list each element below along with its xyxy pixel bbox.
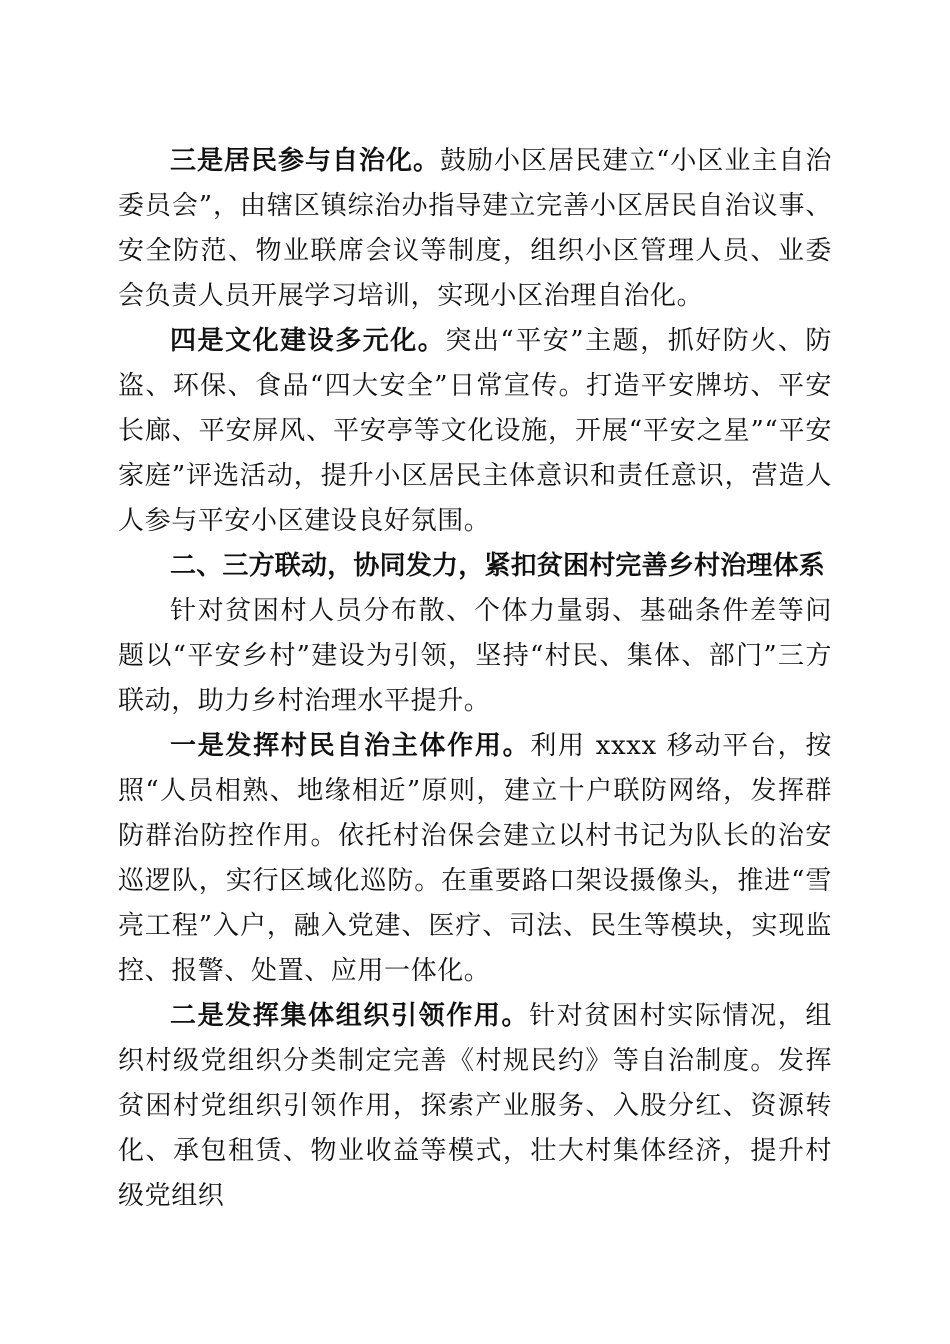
paragraph-villager-autonomy — [118, 724, 832, 994]
paragraph-lead: 三是居民参与自治化。 — [170, 146, 441, 176]
paragraph-residents-self-governance — [118, 139, 832, 319]
section-heading: 二、三方联动，协同发力，紧扣贫困村完善乡村治理体系 — [170, 551, 826, 581]
paragraph-text: 利用 xxxx 移动平台，按照“人员相熟、地缘相近”原则，建立十户联防网络，发挥群防群治防控作用。依托村治保会建立以村书记为队长的治安巡逻队，实行区域化巡防。在重要路口架设摄像头，推进“雪亮工程”入户，融入党建、医疗、司法、民生等模块，实现监控、报警、处置、应用一体化。 — [118, 731, 832, 986]
paragraph-collective-leadership — [118, 994, 832, 1219]
paragraph-text: 突出“平安”主题，抓好防火、防盗、环保、食品“四大安全”日常宣传。打造平安牌坊、平安长廊、平安屏风、平安亭等文化设施，开展“平安之星”“平安家庭”评选活动，提升小区居民主体意识和责任意识，营造人人参与平安小区建设良好氛围。 — [118, 326, 832, 536]
paragraph-intro — [118, 589, 832, 724]
paragraph-cultural-construction — [118, 319, 832, 544]
paragraph-text: 鼓励小区居民建立“小区业主自治委员会”，由辖区镇综治办指导建立完善小区居民自治议事、安全防范、物业联席会议等制度，组织小区管理人员、业委会负责人员开展学习培训，实现小区治理自治化。 — [118, 146, 832, 311]
paragraph-text: 针对贫困村实际情况，组织村级党组织分类制定完善《村规民约》等自治制度。发挥贫困村党组织引领作用，探索产业服务、入股分红、资源转化、承包租赁、物业收益等模式，壮大村集体经济，提升村级党组织 — [118, 1001, 832, 1211]
paragraph-text: 针对贫困村人员分布散、个体力量弱、基础条件差等问题以“平安乡村”建设为引领，坚持“村民、集体、部门”三方联动，助力乡村治理水平提升。 — [118, 596, 832, 716]
paragraph-lead: 一是发挥村民自治主体作用。 — [170, 731, 531, 761]
paragraph-lead: 二是发挥集体组织引领作用。 — [170, 1001, 530, 1031]
document-body — [118, 139, 832, 1219]
paragraph-lead: 四是文化建设多元化。 — [170, 326, 446, 356]
